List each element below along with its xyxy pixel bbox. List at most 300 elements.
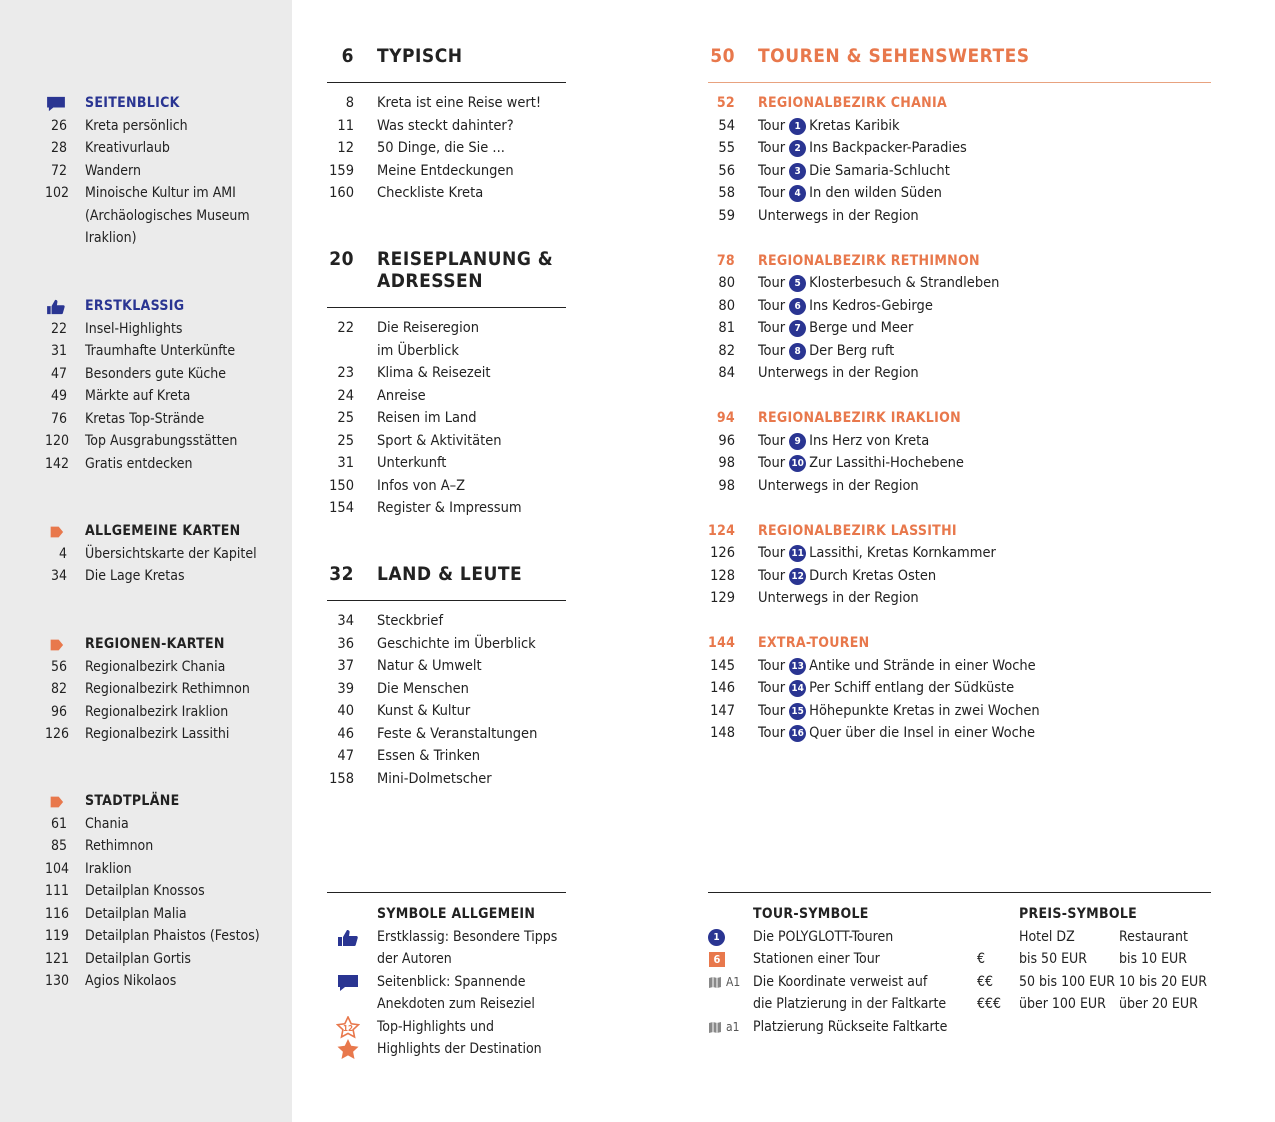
- tour-number-badge: 1: [789, 118, 806, 135]
- toc-entry[interactable]: [327, 475, 567, 498]
- tour-number-badge: 2: [789, 140, 806, 157]
- toc-entry[interactable]: [327, 115, 567, 138]
- entry-label: Wandern: [85, 162, 141, 179]
- tour-number-badge: 11: [789, 545, 806, 562]
- region-heading[interactable]: [708, 407, 1211, 430]
- page-number: 39: [337, 680, 354, 697]
- tour-word: Tour: [758, 275, 786, 291]
- entry-label: Iraklion: [85, 860, 132, 877]
- tour-word: Tour: [758, 297, 786, 314]
- tour-entry[interactable]: [708, 677, 1211, 700]
- toc-entry[interactable]: [45, 701, 285, 724]
- entry-label: im Überblick: [377, 342, 459, 359]
- page-number: 8: [345, 95, 354, 111]
- section-touren: [708, 45, 1211, 745]
- speech-bubble-icon: [337, 974, 359, 992]
- toc-entry[interactable]: [327, 497, 567, 520]
- toc-entry[interactable]: [327, 610, 567, 633]
- page-number: 49: [50, 388, 67, 404]
- legend-line: Anekdoten zum Reiseziel: [377, 996, 535, 1012]
- region-heading[interactable]: [708, 520, 1211, 543]
- entry-label: Detailplan Gortis: [85, 950, 191, 967]
- toc-entry[interactable]: [45, 656, 285, 679]
- entry-label: Detailplan Knossos: [85, 883, 205, 899]
- tour-word: Tour: [758, 657, 786, 674]
- page-number: 25: [337, 410, 354, 426]
- page-number: 111: [45, 883, 70, 899]
- toc-entry[interactable]: [45, 723, 285, 746]
- page-number: 154: [329, 500, 354, 516]
- touren-rule: [708, 82, 1211, 83]
- section-land-leute: [327, 563, 567, 790]
- folded-map-icon: [708, 1021, 722, 1034]
- toc-entry[interactable]: [45, 137, 285, 160]
- tour-number-badge: 6: [789, 298, 806, 315]
- toc-entry[interactable]: [45, 565, 285, 588]
- map-tag-icon: [45, 637, 67, 653]
- allgemeine-karten-heading: ALLGEMEINE KARTEN: [45, 520, 285, 543]
- entry-label: Regionalbezirk Lassithi: [85, 726, 230, 742]
- legend-line: a1 Platzierung Rückseite Faltkarte: [708, 1016, 1211, 1039]
- toc-entry[interactable]: [45, 903, 285, 926]
- tour-word: Tour: [758, 342, 786, 359]
- entry-label: Der Berg ruft: [809, 342, 895, 359]
- entry-label: Checkliste Kreta: [377, 185, 484, 201]
- tour-number-badge: 3: [789, 163, 806, 180]
- thumbs-up-icon: [337, 929, 359, 947]
- page-number: 4: [58, 545, 67, 562]
- page-number: 34: [337, 613, 354, 629]
- toc-entry[interactable]: [45, 205, 285, 228]
- sidebar-allgemeine-karten: [45, 520, 285, 588]
- map-coordinate: A1: [726, 974, 741, 989]
- page-number: 28: [50, 140, 67, 156]
- tour-entry[interactable]: [708, 542, 1211, 565]
- tour-number-badge: 8: [789, 343, 806, 360]
- page-number: 116: [45, 905, 70, 922]
- page-number: 59: [718, 207, 735, 224]
- entry-label: Höhepunkte Kretas in zwei Wochen: [809, 702, 1040, 719]
- toc-entry[interactable]: [45, 227, 285, 250]
- erstklassig-heading: ERSTKLASSIG: [45, 295, 285, 318]
- entry-label: Unterwegs in der Region: [758, 590, 919, 606]
- sidebar-seitenblick: [45, 92, 285, 250]
- page-number: 142: [45, 455, 70, 472]
- toc-entry[interactable]: [45, 385, 285, 408]
- price-symbol: €: [977, 951, 986, 967]
- entry-label: Sport & Aktivitäten: [377, 432, 502, 449]
- star-number: 12: [342, 1023, 354, 1033]
- toc-entry[interactable]: [327, 317, 567, 340]
- tour-entry[interactable]: [708, 430, 1211, 453]
- tour-word: Tour: [758, 725, 786, 741]
- entry-label: Kreta ist eine Reise wert!: [377, 95, 542, 111]
- page-number: 37: [337, 658, 354, 674]
- toc-entry[interactable]: [327, 723, 567, 746]
- entry-label: Traumhafte Unterkünfte: [85, 343, 236, 359]
- entry-label: 50 Dinge, die Sie ...: [377, 140, 505, 156]
- page-number: 130: [45, 973, 70, 989]
- toc-entry[interactable]: [708, 587, 1211, 610]
- entry-label: Die Menschen: [377, 680, 469, 697]
- page-number: 94: [716, 410, 735, 426]
- legend-tour-rule: [708, 892, 1211, 893]
- toc-entry[interactable]: [327, 385, 567, 408]
- region-title: REGIONALBEZIRK IRAKLION: [758, 410, 961, 426]
- entry-label: Kreativurlaub: [85, 140, 170, 156]
- toc-entry[interactable]: [327, 340, 567, 363]
- entry-label: Reisen im Land: [377, 410, 477, 426]
- map-tag-icon: [45, 794, 67, 810]
- tour-word: Tour: [758, 140, 786, 156]
- tour-number-badge: 7: [789, 320, 806, 337]
- tour-number-badge: 9: [789, 433, 806, 450]
- toc-entry[interactable]: [45, 858, 285, 881]
- map-tag-icon: [45, 524, 67, 540]
- tour-entry[interactable]: [708, 182, 1211, 205]
- entry-label: Detailplan Malia: [85, 905, 187, 922]
- toc-entry[interactable]: [45, 835, 285, 858]
- legend-tour: [708, 903, 1211, 1038]
- toc-entry[interactable]: [327, 700, 567, 723]
- tour-entry[interactable]: [708, 655, 1211, 678]
- entry-label: Zur Lassithi-Hochebene: [809, 455, 964, 471]
- legend-line: Highlights der Destination: [327, 1038, 567, 1061]
- entry-label: Ins Kedros-Gebirge: [809, 297, 933, 314]
- entry-label: Per Schiff entlang der Südküste: [809, 680, 1015, 696]
- entry-label: Klosterbesuch & Strandleben: [809, 275, 1000, 291]
- legend-line: A1 Die Koordinate verweist auf €€ 50 bis 100 EUR 10 bis 20 EUR: [708, 971, 1211, 994]
- page-number: 144: [708, 635, 736, 651]
- region-title: EXTRA-TOUREN: [758, 635, 870, 651]
- tour-entry[interactable]: [708, 272, 1211, 295]
- page-number: 160: [329, 185, 354, 201]
- reiseplanung-heading: 20 REISEPLANUNG & ADRESSEN: [329, 248, 554, 292]
- toc-entry[interactable]: [45, 970, 285, 993]
- page-number: 47: [50, 365, 67, 382]
- numbered-star-icon: [336, 1016, 360, 1039]
- page-number: 121: [45, 950, 70, 967]
- legend-line: der Autoren: [377, 951, 452, 967]
- entry-label: Durch Kretas Osten: [809, 567, 937, 584]
- reiseplanung-rule: [327, 307, 566, 308]
- entry-label: Steckbrief: [377, 613, 444, 629]
- tour-entry[interactable]: [708, 565, 1211, 588]
- toc-entry[interactable]: [45, 453, 285, 476]
- page-number: 46: [337, 725, 354, 742]
- page-number: 26: [50, 117, 67, 134]
- legend-tour-heading: TOUR-SYMBOLE: [753, 906, 869, 922]
- tour-word: Tour: [758, 432, 786, 449]
- page-number: 72: [50, 162, 67, 179]
- page-number: 98: [718, 477, 735, 494]
- tour-word: Tour: [758, 545, 786, 561]
- entry-label: Klima & Reisezeit: [377, 365, 491, 381]
- toc-entry[interactable]: [45, 408, 285, 431]
- tour-word: Tour: [758, 162, 786, 179]
- entry-label: Unterkunft: [377, 455, 447, 471]
- toc-entry[interactable]: [327, 430, 567, 453]
- tour-word: Tour: [758, 680, 786, 696]
- tour-entry[interactable]: [708, 115, 1211, 138]
- page-number: 82: [718, 342, 735, 359]
- touren-heading: 50 TOUREN & SEHENSWERTES: [710, 45, 1030, 67]
- legend-line: die Platzierung in der Faltkarte €€€ über 100 EUR über 20 EUR: [708, 993, 1211, 1016]
- legend-general-rule: [327, 892, 566, 893]
- legend-line: Seitenblick: Spannende: [327, 971, 567, 994]
- page-number: 31: [337, 455, 354, 471]
- entry-label: (Archäologisches Museum: [85, 207, 250, 224]
- entry-label: Rethimnon: [85, 838, 154, 854]
- page-number: 12: [337, 140, 354, 156]
- regionen-karten-heading: REGIONEN-KARTEN: [45, 633, 285, 656]
- entry-label: Anreise: [377, 387, 426, 404]
- legend-line: 1 Die POLYGLOTT-Touren Hotel DZ Restaurant: [708, 926, 1211, 949]
- page-number: 129: [710, 590, 735, 606]
- page-number: 159: [329, 162, 354, 179]
- page-number: 147: [710, 702, 735, 719]
- toc-entry[interactable]: [327, 452, 567, 475]
- page-number: 124: [708, 522, 736, 539]
- page-number: 126: [45, 726, 70, 742]
- tour-entry[interactable]: [708, 295, 1211, 318]
- entry-label: Iraklion): [85, 230, 137, 246]
- entry-label: Gratis entdecken: [85, 455, 193, 472]
- legend-general-heading: SYMBOLE ALLGEMEIN: [377, 906, 536, 922]
- region-title: REGIONALBEZIRK CHANIA: [758, 95, 948, 111]
- toc-entry[interactable]: [327, 362, 567, 385]
- page-number: 102: [45, 185, 70, 201]
- entry-label: Kunst & Kultur: [377, 703, 471, 719]
- entry-label: Regionalbezirk Rethimnon: [85, 681, 250, 697]
- entry-label: Kreta persönlich: [85, 117, 188, 134]
- page-number: 54: [718, 117, 735, 134]
- region-title: REGIONALBEZIRK LASSITHI: [758, 522, 957, 539]
- entry-label: Besonders gute Küche: [85, 365, 227, 382]
- entry-label: Unterwegs in der Region: [758, 477, 919, 494]
- entry-label: Meine Entdeckungen: [377, 162, 514, 179]
- toc-entry[interactable]: [327, 407, 567, 430]
- toc-entry[interactable]: [708, 475, 1211, 498]
- toc-entry[interactable]: [327, 137, 567, 160]
- sidebar-regionen-karten: [45, 633, 285, 746]
- tour-word: Tour: [758, 567, 786, 584]
- page-number: 76: [50, 410, 67, 427]
- tour-entry[interactable]: [708, 317, 1211, 340]
- entry-label: Übersichtskarte der Kapitel: [85, 545, 257, 562]
- tour-number-badge: 14: [789, 680, 806, 697]
- toc-entry[interactable]: [327, 633, 567, 656]
- entry-label: Die Reiseregion: [377, 320, 479, 336]
- page-number: 34: [50, 568, 67, 584]
- page-number: 158: [329, 770, 354, 787]
- entry-label: In den wilden Süden: [809, 185, 942, 201]
- tour-number-badge: 15: [789, 703, 806, 720]
- toc-entry[interactable]: [45, 813, 285, 836]
- toc-entry[interactable]: [45, 543, 285, 566]
- page-number: 22: [50, 320, 67, 337]
- entry-label: Die Samaria-Schlucht: [809, 162, 950, 179]
- toc-entry[interactable]: [45, 115, 285, 138]
- toc-entry[interactable]: [45, 340, 285, 363]
- toc-entry[interactable]: [45, 678, 285, 701]
- entry-label: Quer über die Insel in einer Woche: [809, 725, 1036, 741]
- toc-entry[interactable]: [45, 430, 285, 453]
- tour-number-badge: 1: [708, 929, 725, 946]
- section-reiseplanung: [327, 248, 567, 520]
- typisch-heading: 6 TYPISCH: [341, 45, 463, 67]
- entry-label: Was steckt dahinter?: [377, 117, 514, 134]
- entry-label: Detailplan Phaistos (Festos): [85, 928, 260, 944]
- page-number: 96: [50, 703, 67, 720]
- entry-label: Agios Nikolaos: [85, 973, 177, 989]
- stadtplaene-heading: STADTPLÄNE: [45, 790, 285, 813]
- region-heading[interactable]: [708, 632, 1211, 655]
- toc-entry[interactable]: [327, 655, 567, 678]
- tour-number-badge: 5: [789, 275, 806, 292]
- page-number: 145: [710, 657, 735, 674]
- toc-entry[interactable]: [708, 205, 1211, 228]
- tour-word: Tour: [758, 320, 786, 336]
- page-number: 84: [718, 365, 735, 381]
- page-number: 36: [337, 635, 354, 652]
- page-number: 120: [45, 433, 70, 449]
- page-number: 128: [710, 567, 735, 584]
- toc-entry[interactable]: [327, 182, 567, 205]
- seitenblick-heading: SEITENBLICK: [45, 92, 285, 115]
- entry-label: Märkte auf Kreta: [85, 388, 191, 404]
- tour-entry[interactable]: [708, 160, 1211, 183]
- toc-entry[interactable]: [45, 318, 285, 341]
- tour-word: Tour: [758, 117, 786, 134]
- toc-entry[interactable]: [708, 362, 1211, 385]
- legend-price-heading: PREIS-SYMBOLE: [1019, 906, 1138, 922]
- tour-entry[interactable]: [708, 137, 1211, 160]
- tour-number-badge: 12: [789, 568, 806, 585]
- legend-line: Erstklassig: Besondere Tipps: [327, 926, 567, 949]
- entry-label: Lassithi, Kretas Kornkammer: [809, 545, 996, 561]
- toc-entry[interactable]: [45, 880, 285, 903]
- folded-map-icon: [708, 976, 722, 989]
- legend-line: 6 Stationen einer Tour € bis 50 EUR bis 10 EUR: [708, 948, 1211, 971]
- toc-entry[interactable]: [327, 92, 567, 115]
- speech-bubble-icon: [45, 96, 67, 112]
- page-number: 23: [337, 365, 354, 381]
- page-number: 24: [337, 387, 354, 404]
- region-title: REGIONALBEZIRK RETHIMNON: [758, 252, 980, 269]
- page-number: 148: [710, 725, 735, 741]
- entry-label: Geschichte im Überblick: [377, 635, 536, 652]
- page-number: 31: [50, 343, 67, 359]
- entry-label: Top Ausgrabungsstätten: [85, 433, 238, 449]
- sidebar-stadtplaene: [45, 790, 285, 993]
- page-number: 52: [716, 95, 735, 111]
- page-number: 56: [718, 162, 735, 179]
- tour-word: Tour: [758, 455, 786, 471]
- entry-label: Chania: [85, 815, 129, 832]
- page-number: 11: [337, 117, 354, 134]
- price-col-hotel: Hotel DZ: [1019, 928, 1075, 945]
- tour-number-badge: 10: [789, 455, 806, 472]
- section-typisch: [327, 45, 567, 205]
- entry-label: Berge und Meer: [809, 320, 914, 336]
- entry-label: Unterwegs in der Region: [758, 207, 919, 224]
- tour-entry[interactable]: [708, 700, 1211, 723]
- page-number: 119: [45, 928, 70, 944]
- page-number: 22: [337, 320, 354, 336]
- toc-entry[interactable]: [45, 160, 285, 183]
- page-number: 150: [329, 477, 354, 494]
- toc-entry[interactable]: [45, 363, 285, 386]
- entry-label: Regionalbezirk Chania: [85, 658, 226, 675]
- page-number: 25: [337, 432, 354, 449]
- region-heading[interactable]: [708, 92, 1211, 115]
- toc-entry[interactable]: [45, 182, 285, 205]
- page-number: 81: [718, 320, 735, 336]
- page-number: 82: [50, 681, 67, 697]
- station-square: 6: [709, 952, 725, 967]
- price-symbol: €€: [977, 973, 994, 990]
- entry-label: Feste & Veranstaltungen: [377, 725, 538, 742]
- thumbs-up-icon: [45, 299, 67, 315]
- toc-entry[interactable]: [45, 948, 285, 971]
- page-number: 85: [50, 838, 67, 854]
- toc-entry[interactable]: [327, 678, 567, 701]
- price-col-restaurant: Restaurant: [1119, 928, 1188, 945]
- tour-word: Tour: [758, 702, 786, 719]
- entry-label: Die Lage Kretas: [85, 568, 185, 584]
- tour-entry[interactable]: [708, 452, 1211, 475]
- tour-number-badge: 13: [789, 658, 806, 675]
- page-number: 58: [718, 185, 735, 201]
- entry-label: Unterwegs in der Region: [758, 365, 919, 381]
- page-number: 78: [716, 252, 735, 269]
- tour-word: Tour: [758, 185, 786, 201]
- page-number: 80: [718, 297, 735, 314]
- toc-entry[interactable]: [45, 925, 285, 948]
- entry-label: Natur & Umwelt: [377, 658, 482, 674]
- entry-label: Regionalbezirk Iraklion: [85, 703, 229, 720]
- tour-entry[interactable]: [708, 340, 1211, 363]
- tour-number-badge: 16: [789, 725, 806, 742]
- page-number: 47: [337, 748, 354, 764]
- page-number: 80: [718, 275, 735, 291]
- entry-label: Ins Herz von Kreta: [809, 432, 930, 449]
- entry-label: Antike und Strände in einer Woche: [809, 657, 1036, 674]
- sidebar-erstklassig: [45, 295, 285, 475]
- land-leute-heading: 32 LAND & LEUTE: [329, 563, 523, 585]
- entry-label: Essen & Trinken: [377, 748, 481, 764]
- entry-label: Ins Backpacker-Paradies: [809, 140, 967, 156]
- toc-entry[interactable]: [327, 745, 567, 768]
- tour-entry[interactable]: [708, 722, 1211, 745]
- land-leute-rule: [327, 600, 566, 601]
- toc-entry[interactable]: [327, 768, 567, 791]
- page-number: 55: [718, 140, 735, 156]
- entry-label: Minoische Kultur im AMI: [85, 185, 236, 201]
- entry-label: Register & Impressum: [377, 500, 522, 516]
- entry-label: Mini-Dolmetscher: [377, 770, 492, 787]
- region-heading[interactable]: [708, 250, 1211, 273]
- page-number: 56: [50, 658, 67, 675]
- toc-entry[interactable]: [327, 160, 567, 183]
- price-symbol: €€€: [977, 996, 1002, 1012]
- legend-general: [327, 903, 567, 1061]
- entry-label: Kretas Karibik: [809, 117, 900, 134]
- page-number: 104: [45, 860, 70, 877]
- star-icon: [336, 1038, 360, 1061]
- entry-label: Kretas Top-Strände: [85, 410, 205, 427]
